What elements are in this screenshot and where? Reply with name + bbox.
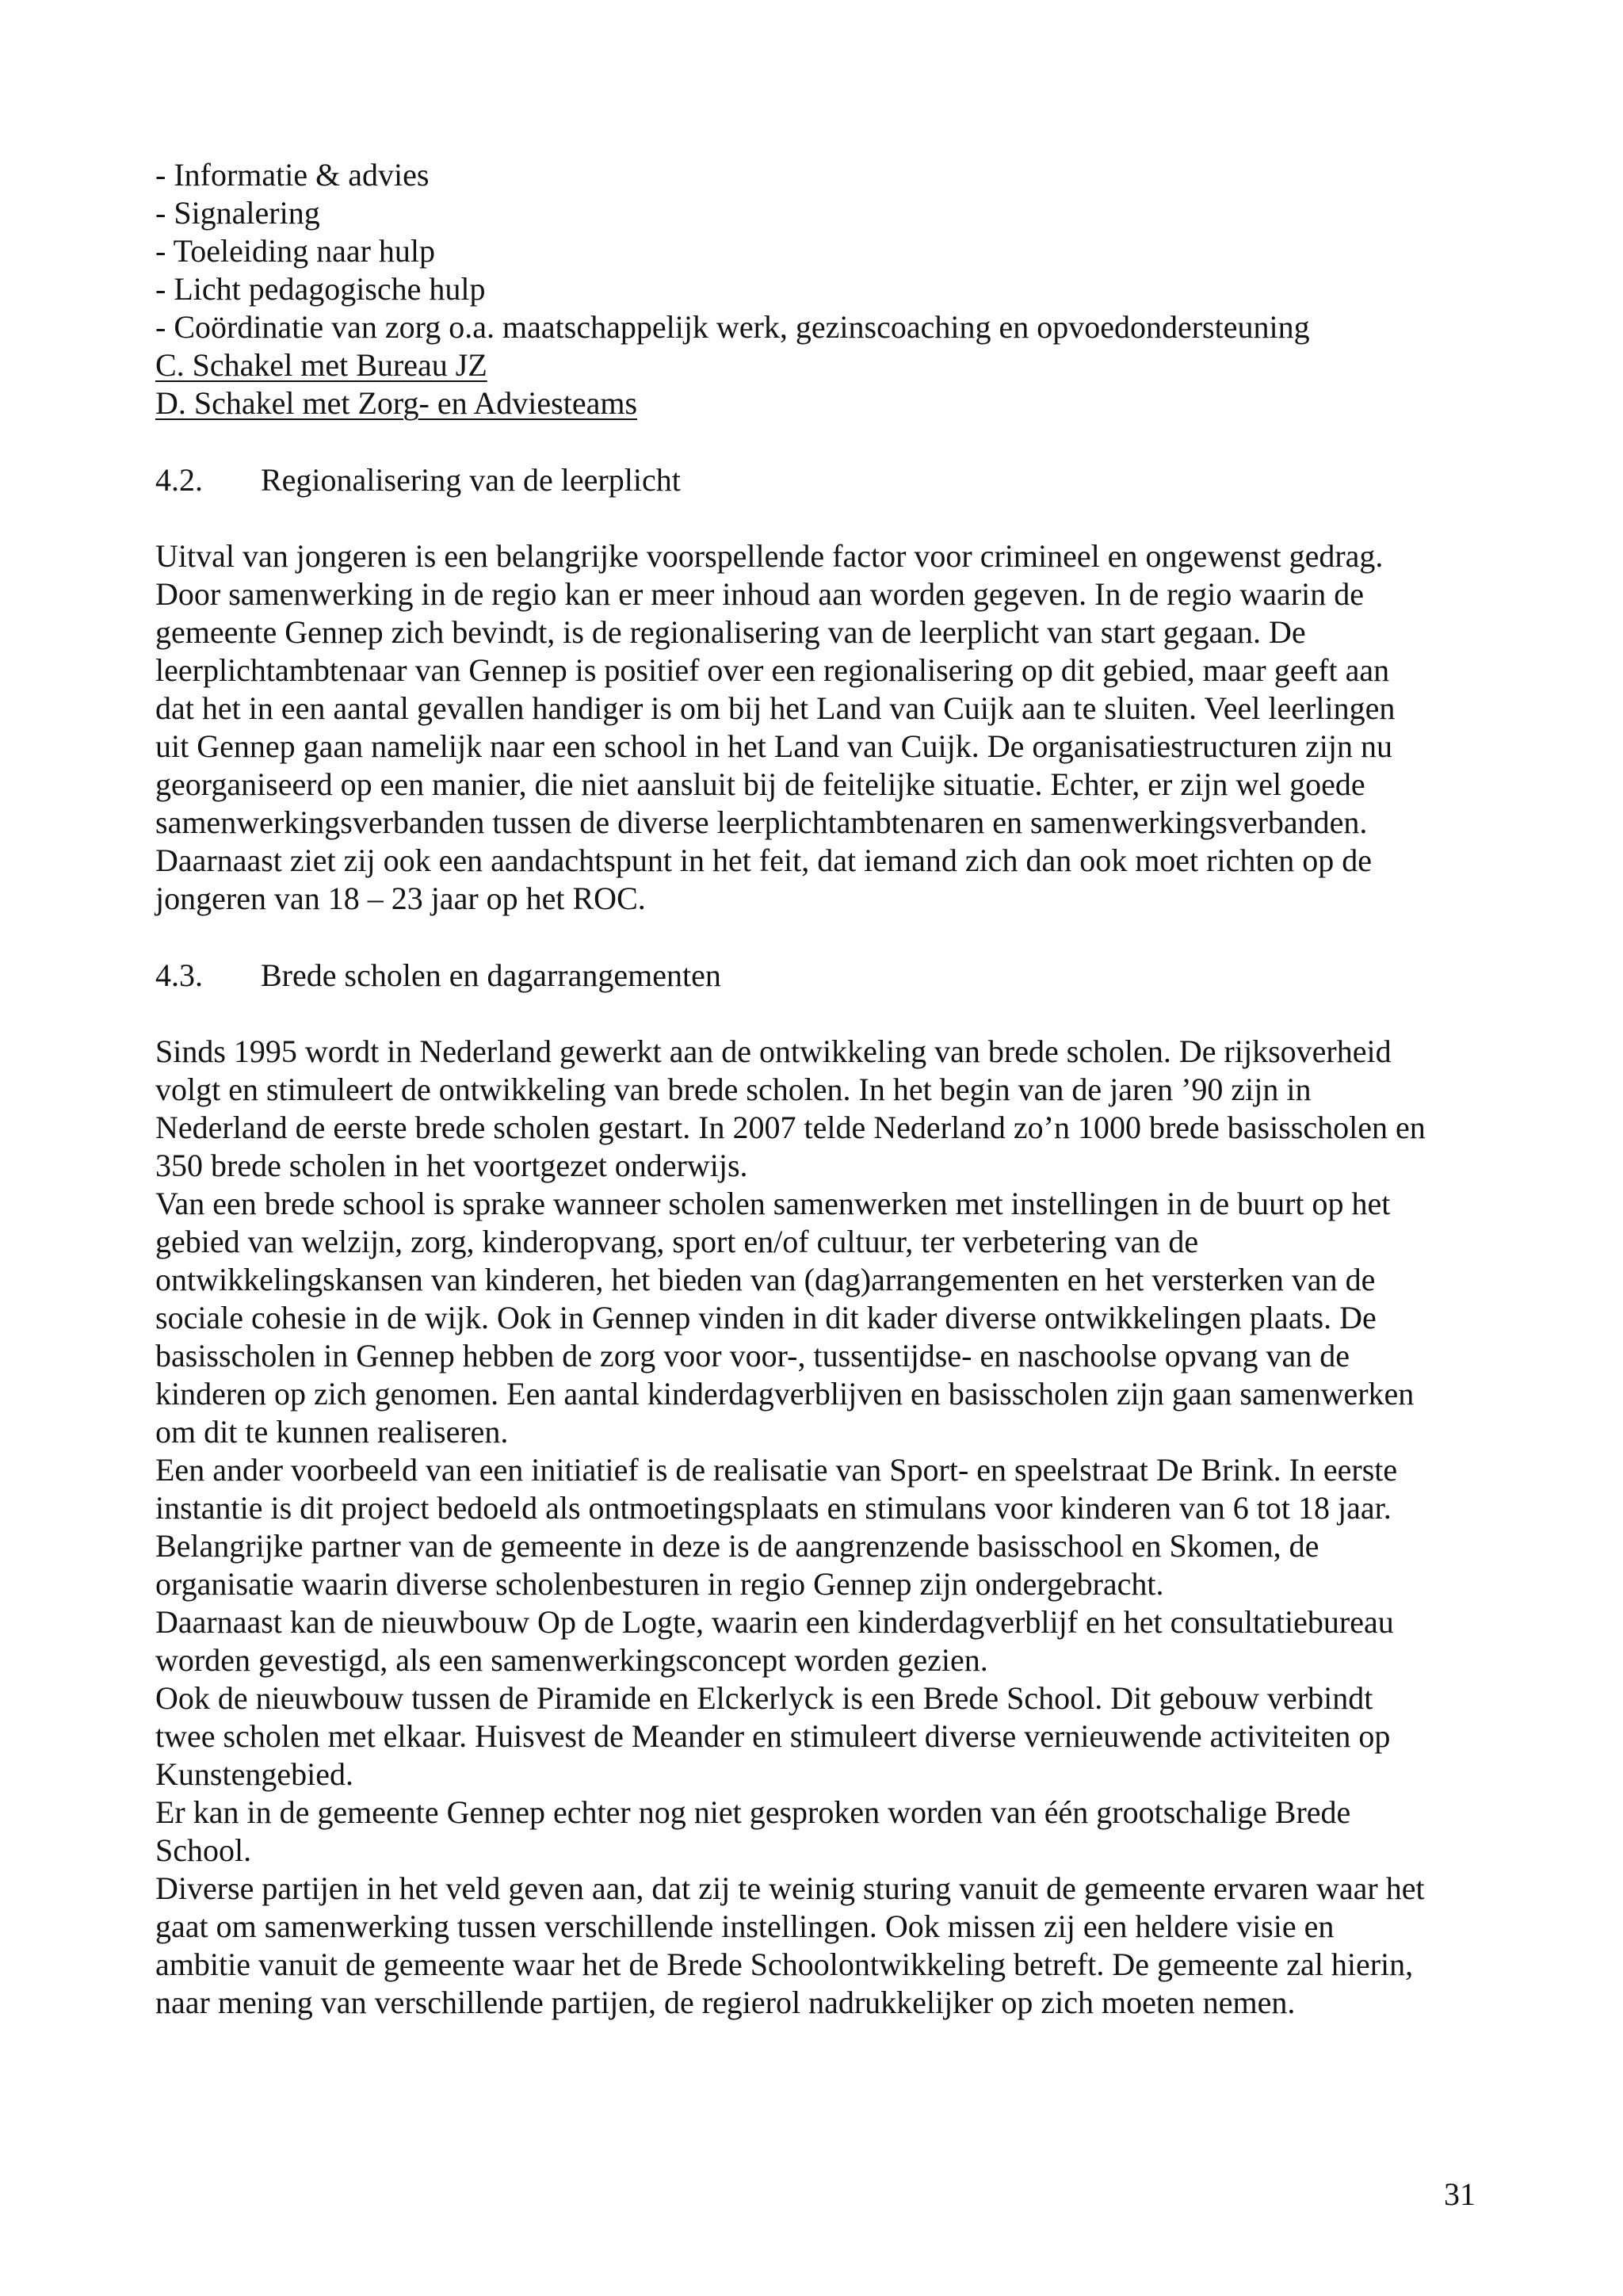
section-title: Brede scholen en dagarrangementen [261,957,721,993]
text-line: Sinds 1995 wordt in Nederland gewerkt aan de ontwikkeling van brede scholen. De rijksoverheid [155,1033,1392,1069]
paragraph-4-2 [155,537,1518,918]
text-line: twee scholen met elkaar. Huisvest de Meander en stimuleert diverse vernieuwende activiteiten op [155,1718,1391,1754]
text-line: kinderen op zich genomen. Een aantal kinderdagverblijven en basisscholen zijn gaan samenwerken [155,1376,1415,1412]
text-line: gebied van welzijn, zorg, kinderopvang, sport en/of cultuur, ter verbetering van de [155,1224,1199,1259]
text-line: samenwerkingsverbanden tussen de diverse leerplichtambtenaren en samenwerkingsverbanden. [155,804,1368,840]
page-number: 31 [1444,2176,1476,2212]
text-line: leerplichtambtenaar van Gennep is positief over een regionalisering op dit gebied, maar geeft aan [155,652,1390,688]
text-line: Er kan in de gemeente Gennep echter nog niet gesproken worden van één grootschalige Brede [155,1794,1351,1830]
text-line: Daarnaast kan de nieuwbouw Op de Logte, waarin een kinderdagverblijf en het consultatiebureau [155,1604,1394,1640]
text-line: Van een brede school is sprake wanneer scholen samenwerken met instellingen in de buurt op het [155,1186,1391,1221]
text-line: sociale cohesie in de wijk. Ook in Gennep vinden in dit kader diverse ontwikkelingen plaats. De [155,1300,1377,1335]
text-line: Belangrijke partner van de gemeente in deze is de aangrenzende basisschool en Skomen, de [155,1528,1319,1564]
text-line: Daarnaast ziet zij ook een aandachtspunt in het feit, dat iemand zich dan ook moet richten op de [155,842,1372,878]
text-line: ontwikkelingskansen van kinderen, het bieden van (dag)arrangementen en het versterken van de [155,1262,1376,1297]
list-item: - Licht pedagogische hulp [155,271,486,307]
text-line: naar mening van verschillende partijen, de regierol nadrukkelijker op zich moeten nemen. [155,1985,1296,2020]
text-line: gemeente Gennep zich bevindt, is de regionalisering van de leerplicht van start gegaan. De [155,614,1306,650]
text-line: 350 brede scholen in het voortgezet onderwijs. [155,1148,748,1183]
list-item: - Coördinatie van zorg o.a. maatschappelijk werk, gezinscoaching en opvoedondersteuning [155,309,1310,345]
section-title: Regionalisering van de leerplicht [261,462,681,498]
list-item: - Toeleiding naar hulp [155,233,436,269]
section-number: 4.3. [155,957,203,993]
text-line: ambitie vanuit de gemeente waar het de Brede Schoolontwikkeling betreft. De gemeente zal hierin, [155,1946,1414,1982]
text-line: volgt en stimuleert de ontwikkeling van brede scholen. In het begin van de jaren ’90 zijn in [155,1072,1312,1107]
text-line: gaat om samenwerking tussen verschillende instellingen. Ook missen zij een heldere visie en [155,1908,1335,1944]
text-line: Ook de nieuwbouw tussen de Piramide en Elckerlyck is een Brede School. Dit gebouw verbindt [155,1680,1373,1716]
text-line: instantie is dit project bedoeld als ontmoetingsplaats en stimulans voor kinderen van 6 tot 18 jaar. [155,1490,1392,1526]
text-line: Een ander voorbeeld van een initiatief is de realisatie van Sport- en speelstraat De Brink. In eerste [155,1452,1398,1488]
link-schakel-bureau-jz[interactable]: C. Schakel met Bureau JZ [155,347,487,383]
text-line: Diverse partijen in het veld geven aan, dat zij te weinig sturing vanuit de gemeente ervaren waar het [155,1870,1425,1906]
text-line: om dit te kunnen realiseren. [155,1414,509,1450]
paragraph-4-3 [155,1033,1518,2022]
text-line: jongeren van 18 – 23 jaar op het ROC. [155,881,646,916]
text-line: Nederland de eerste brede scholen gestart. In 2007 telde Nederland zo’n 1000 brede basisscholen en [155,1110,1426,1145]
section-number: 4.2. [155,462,203,498]
text-line: uit Gennep gaan namelijk naar een school in het Land van Cuijk. De organisatiestructuren zijn nu [155,728,1393,764]
text-line: worden gevestigd, als een samenwerkingsconcept worden gezien. [155,1642,988,1678]
list-item: - Signalering [155,195,320,231]
text-line: organisatie waarin diverse scholenbesturen in regio Gennep zijn ondergebracht. [155,1566,1164,1602]
text-line: basisscholen in Gennep hebben de zorg voor voor-, tussentijdse- en naschoolse opvang van de [155,1338,1350,1373]
section-heading-4-3 [155,957,721,995]
text-line: Kunstengebied. [155,1756,353,1792]
text-line: georganiseerd op een manier, die niet aansluit bij de feitelijke situatie. Echter, er zijn wel goede [155,766,1365,802]
section-heading-4-2 [155,461,681,499]
text-line: dat het in een aantal gevallen handiger is om bij het Land van Cuijk aan te sluiten. Veel leerlingen [155,690,1396,726]
text-line: Uitval van jongeren is een belangrijke voorspellende factor voor crimineel en ongewenst gedrag. [155,538,1384,574]
text-line: School. [155,1832,252,1868]
link-schakel-zorg-adviesteams[interactable]: D. Schakel met Zorg- en Adviesteams [155,385,638,421]
bullet-list [155,156,1518,422]
list-item: - Informatie & advies [155,157,430,193]
text-line: Door samenwerking in de regio kan er meer inhoud aan worden gegeven. In de regio waarin de [155,576,1364,612]
